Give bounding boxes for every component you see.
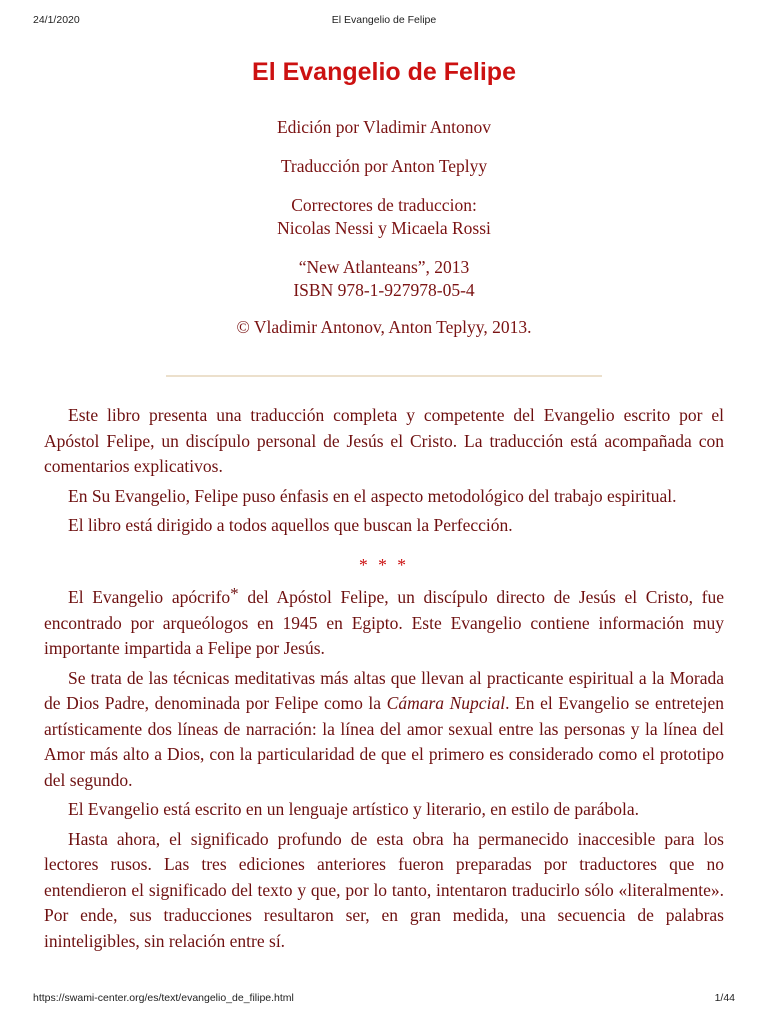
publisher-line: “New Atlanteans”, 2013 (298, 257, 470, 277)
print-header (33, 14, 735, 28)
correctors-names: Nicolas Nessi y Micaela Rossi (277, 218, 491, 238)
p2-text-start: Se trata de las técnicas meditativas más altas que llevan al practicante espiritual a la Morada de Dios Padre, denominada por Felipe como la (44, 667, 724, 713)
p1-text-start: El Evangelio apócrifo (68, 587, 231, 607)
p2-text-end: . En el Evangelio se entretejen artísticamente dos líneas de narración: la línea del amor sexual entre las personas y la línea del Amor más alto a Dios, con la particularidad de que el primero es considerado como el prototipo del segundo. (44, 693, 724, 790)
main-paragraph-2 (44, 666, 724, 794)
print-footer (33, 992, 735, 1006)
p1-text-end: del Apóstol Felipe, un discípulo directo de Jesús el Cristo, fue encontrado por arqueólogos en 1945 en Egipto. Este Evangelio contiene información muy importante impartida a Felipe por Jesús. (44, 587, 724, 658)
print-date: 24/1/2020 (33, 14, 80, 26)
correctors-block (0, 194, 768, 240)
print-url[interactable]: https://swami-center.org/es/text/evangelio_de_filipe.html (33, 992, 294, 1004)
translation-line: Traducción por Anton Teplyy (280, 156, 488, 176)
intro-paragraph-3: El libro está dirigido a todos aquellos que buscan la Perfección. (68, 515, 513, 535)
footnote-marker[interactable]: * (230, 584, 239, 603)
correctors-label: Correctores de traduccion: (291, 195, 477, 215)
publication-block (0, 256, 768, 302)
edition-line: Edición por Vladimir Antonov (276, 117, 492, 137)
book-credits (0, 116, 768, 355)
section-separator: * * * (359, 554, 409, 575)
book-title: El Evangelio de Felipe (252, 58, 516, 86)
main-paragraph-4: Hasta ahora, el significado profundo de esta obra ha permanecido inaccesible para los lectores rusos. Las tres ediciones anteriores fueron preparadas por traductores que no entendieron el significado del texto y que, por lo tanto, intentaron traducirlo sólo «literalmente». Por ende, sus traducciones resultaron ser, en gran medida, una secuencia de palabras ininteligibles, sin relación entre sí. (44, 828, 724, 951)
body-text (44, 403, 724, 958)
copyright-line: © Vladimir Antonov, Anton Teplyy, 2013. (236, 317, 532, 337)
isbn-line: ISBN 978-1-927978-05-4 (293, 280, 475, 300)
main-paragraph-1 (44, 585, 724, 662)
intro-paragraph-1: Este libro presenta una traducción completa y competente del Evangelio escrito por el Apóstol Felipe, un discípulo personal de Jesús el Cristo. La traducción está acompañada con comentarios explicativos. (44, 405, 724, 476)
print-doc-title: El Evangelio de Felipe (331, 14, 437, 26)
page-number: 1/44 (714, 992, 735, 1004)
camara-nupcial-term: Cámara Nupcial (386, 693, 506, 713)
section-divider (166, 375, 602, 377)
main-paragraph-3: El Evangelio está escrito en un lenguaje artístico y literario, en estilo de parábola. (68, 799, 639, 819)
intro-paragraph-2: En Su Evangelio, Felipe puso énfasis en el aspecto metodológico del trabajo espiritual. (68, 485, 677, 506)
